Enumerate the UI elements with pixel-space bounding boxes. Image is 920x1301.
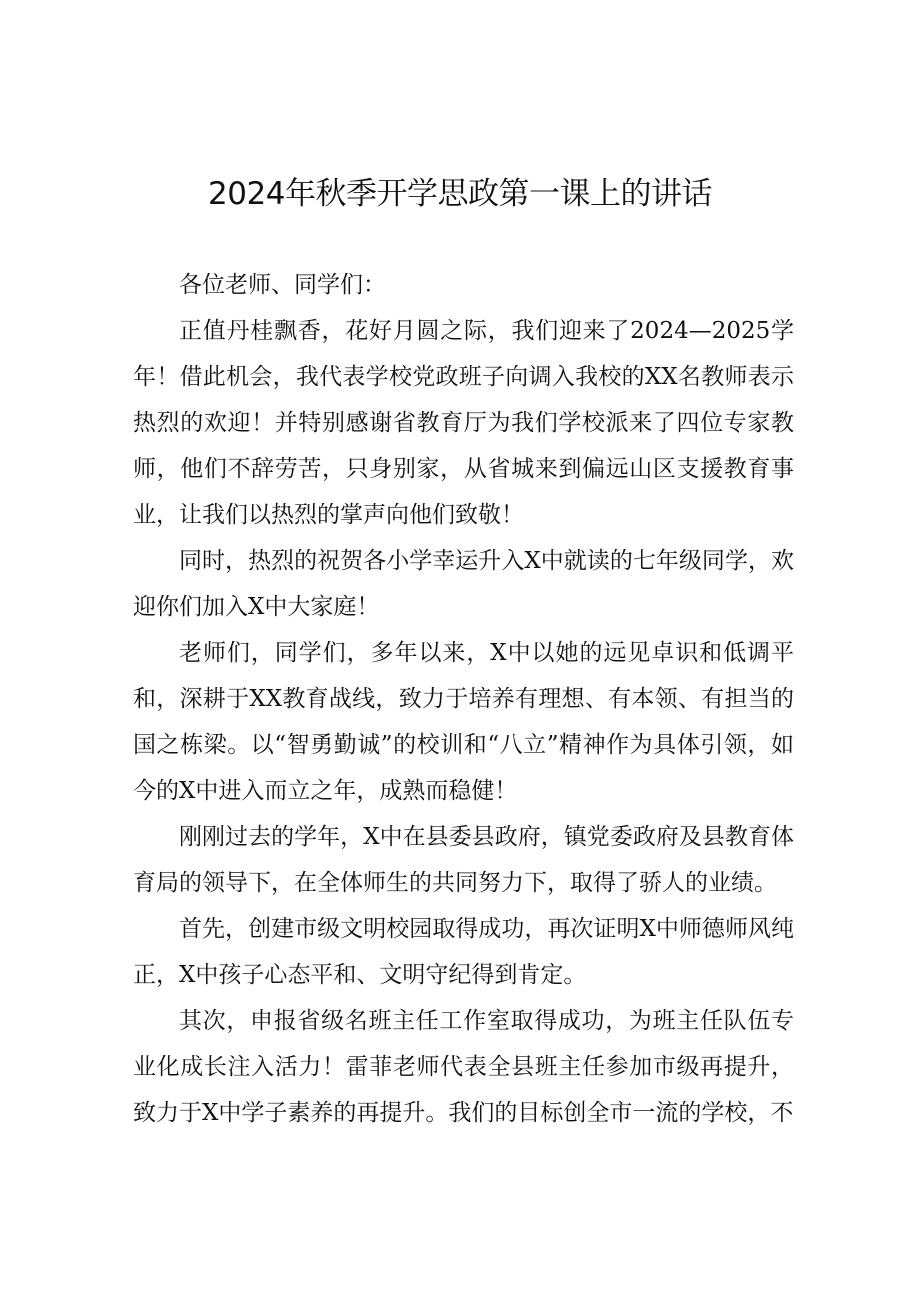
document-title: 2024年秋季开学思政第一课上的讲话 — [208, 176, 712, 212]
welcome-paragraph: 正值丹桂飘香，花好月圆之际，我们迎来了2024—2025学年！借此机会，我代表学校党政班子向调入我校的XX名教师表示热烈的欢迎！并特别感谢省教育厅为我们学校派来了四位专家教师，他们不辞劳苦，只身别家，从省城来到偏远山区支援教育事业，让我们以热烈的掌声向他们致敬！ — [133, 318, 794, 528]
past-year-paragraph: 刚刚过去的学年，X中在县委县政府，镇党委政府及县教育体育局的领导下，在全体师生的共同努力下，取得了骄人的业绩。 — [133, 824, 794, 896]
congratulation-paragraph: 同时，热烈的祝贺各小学幸运升入X中就读的七年级同学，欢迎你们加入X中大家庭！ — [133, 548, 794, 620]
school-history-paragraph: 老师们，同学们，多年以来，X中以她的远见卓识和低调平和，深耕于XX教育战线，致力于培养有理想、有本领、有担当的国之栋梁。以“智勇勤诚”的校训和“八立”精神作为具体引领，如今的X中进入而立之年，成熟而稳健！ — [133, 640, 794, 804]
salutation-paragraph: 各位老师、同学们： — [179, 272, 386, 298]
achievement-first-paragraph: 首先，创建市级文明校园取得成功，再次证明X中师德师风纯正，X中孩子心态平和、文明守纪得到肯定。 — [133, 916, 794, 988]
achievement-second-paragraph: 其次，申报省级名班主任工作室取得成功，为班主任队伍专业化成长注入活力！雷菲老师代表全县班主任参加市级再提升，致力于X中学子素养的再提升。我们的目标创全市一流的学校，不 — [133, 1008, 794, 1126]
document-body — [133, 262, 794, 1136]
